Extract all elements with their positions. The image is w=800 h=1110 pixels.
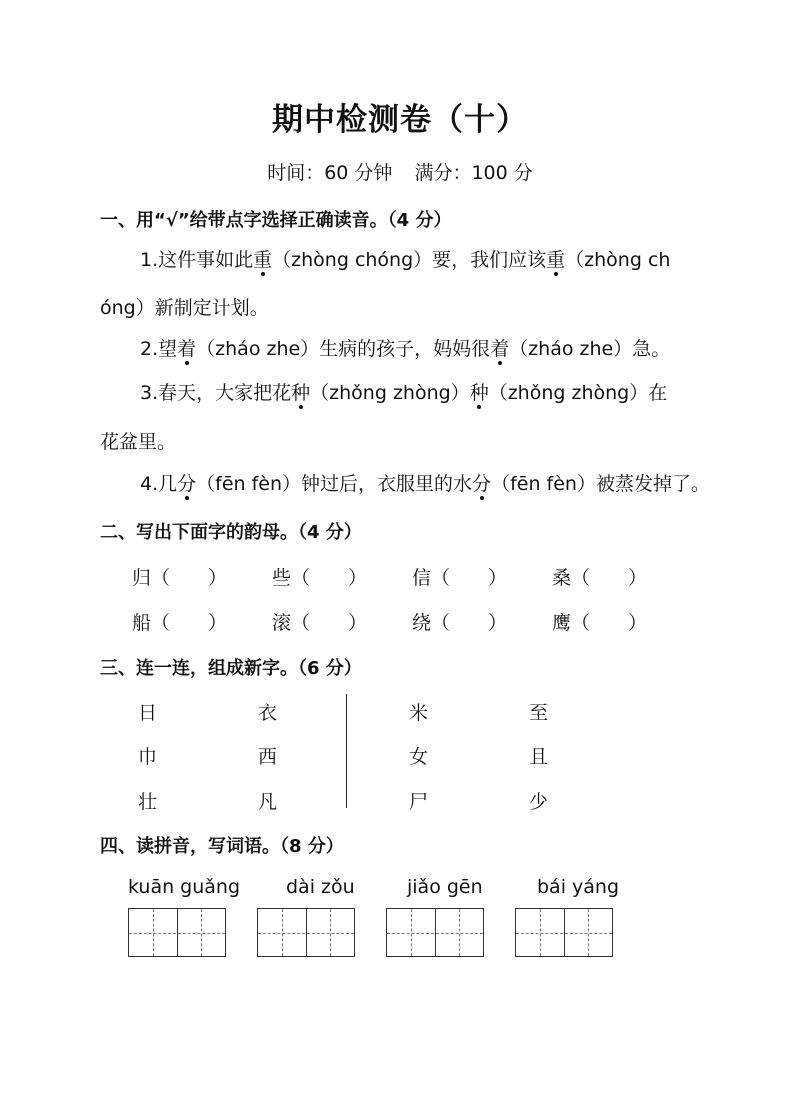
- exam-meta: [0, 158, 800, 185]
- dotted-char: 着: [177, 334, 196, 361]
- question-1-line1: 1.这件事如此重（zhòng chóng）要，我们应该重（zhòng ch: [140, 245, 670, 272]
- section1-heading: 一、用“√”给带点字选择正确读音。（4 分）: [100, 210, 452, 231]
- finals-item: 船（ ）: [132, 612, 228, 634]
- section2-heading: 二、写出下面字的韵母。（4 分）: [100, 522, 362, 543]
- full-score: 满分：100 分: [414, 162, 533, 184]
- match-left-b: 衣: [258, 702, 278, 724]
- dotted-char: 种: [470, 378, 489, 405]
- dotted-char: 重: [253, 245, 272, 272]
- dotted-char: 分: [472, 469, 491, 496]
- dotted-char: 重: [546, 245, 565, 272]
- writing-grid[interactable]: [257, 908, 355, 957]
- finals-item: 信（ ）: [412, 567, 508, 589]
- finals-item: 绕（ ）: [412, 612, 508, 634]
- match-left-a: 巾: [138, 746, 158, 768]
- writing-grid[interactable]: [386, 908, 484, 957]
- finals-item: 桑（ ）: [552, 567, 648, 589]
- column-divider: [346, 694, 347, 808]
- question-3-line2: 花盆里。: [100, 431, 177, 453]
- section4-heading: 四、读拼音，写词语。（8 分）: [100, 836, 344, 857]
- question-1-line2: óng）新制定计划。: [100, 297, 269, 319]
- match-right-b: 至: [529, 702, 549, 724]
- dotted-char: 着: [490, 334, 509, 361]
- writing-grid[interactable]: [128, 908, 226, 957]
- match-left-b: 西: [258, 746, 278, 768]
- match-right-a: 尸: [409, 791, 429, 813]
- question-4: 4.几分（fēn fèn）钟过后，衣服里的水分（fēn fèn）被蒸发掉了。: [140, 469, 710, 496]
- pinyin-label: bái yáng: [537, 876, 620, 898]
- finals-item: 些（ ）: [272, 567, 368, 589]
- page-title: 期中检测卷（十）: [272, 102, 528, 138]
- pinyin-label: kuān guǎng: [128, 876, 241, 898]
- match-right-b: 少: [529, 791, 549, 813]
- pinyin-label: jiǎo gēn: [407, 876, 483, 898]
- finals-item: 滚（ ）: [272, 612, 368, 634]
- time-limit: 时间：60 分钟: [267, 162, 393, 184]
- match-left-a: 壮: [138, 791, 158, 813]
- finals-item: 归（ ）: [132, 567, 228, 589]
- match-right-b: 且: [529, 746, 549, 768]
- question-3-line1: 3.春天，大家把花种（zhǒng zhòng）种（zhǒng zhòng）在: [140, 378, 667, 405]
- match-left-a: 日: [138, 702, 158, 724]
- match-right-a: 米: [409, 702, 429, 724]
- match-left-b: 凡: [258, 791, 278, 813]
- finals-item: 鹰（ ）: [552, 612, 648, 634]
- section3-heading: 三、连一连，组成新字。（6 分）: [100, 658, 362, 679]
- match-right-a: 女: [409, 746, 429, 768]
- writing-grid[interactable]: [515, 908, 613, 957]
- dotted-char: 种: [291, 378, 310, 405]
- pinyin-label: dài zǒu: [286, 876, 355, 898]
- question-2: 2.望着（zháo zhe）生病的孩子，妈妈很着（zháo zhe）急。: [140, 334, 670, 361]
- dotted-char: 分: [177, 469, 196, 496]
